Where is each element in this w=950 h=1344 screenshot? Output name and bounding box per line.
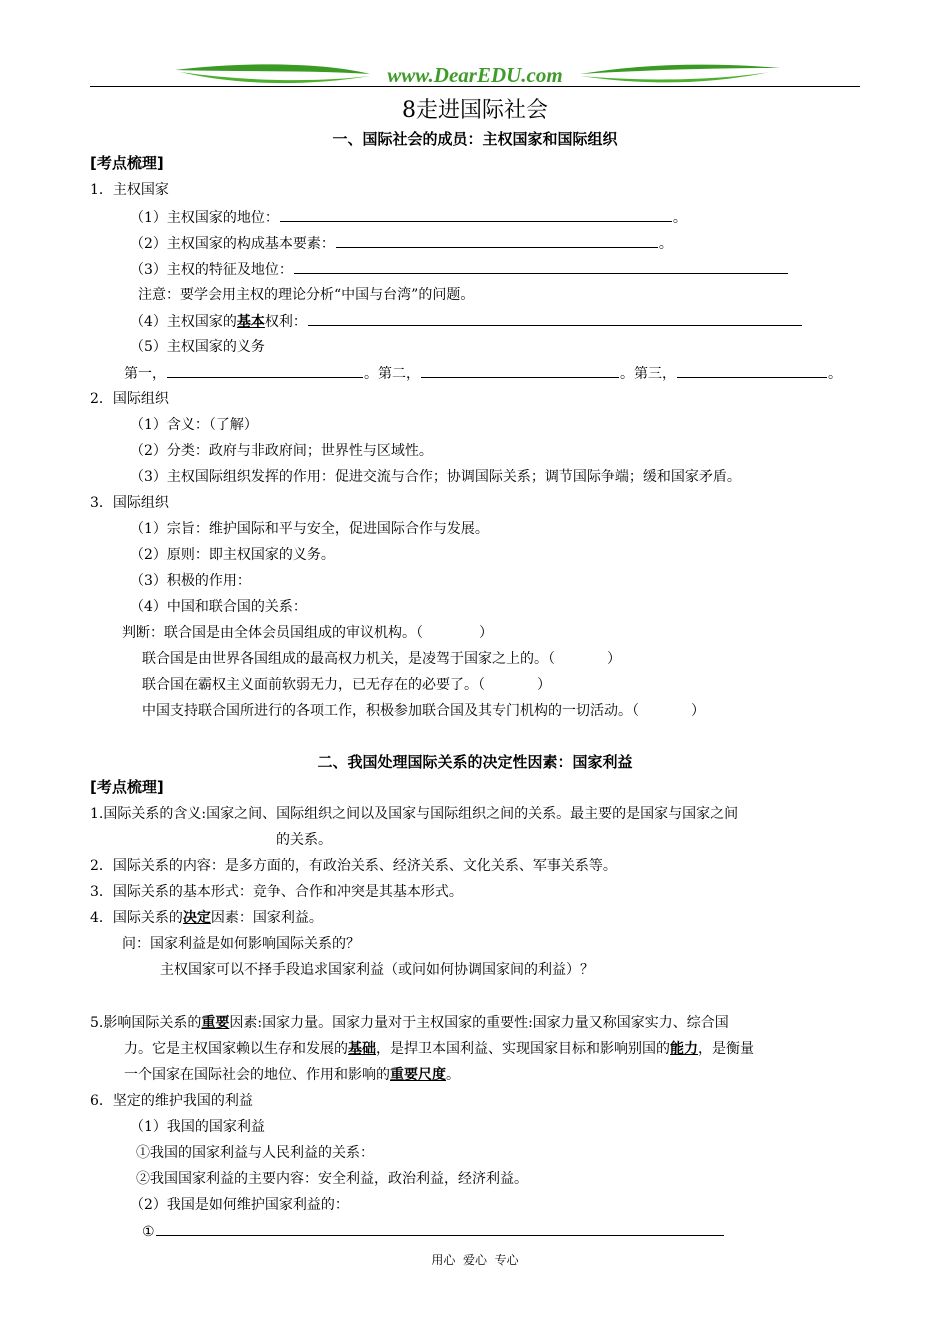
s2-sub-2a	[142, 1222, 725, 1241]
logo-text: www.DearEDU.com	[387, 63, 563, 87]
s1-un-1: （1）宗旨：维护国际和平与安全，促进国际合作与发展。	[130, 521, 489, 537]
fill-blank	[294, 260, 788, 274]
logo-swoosh-right-lower	[580, 72, 770, 82]
s2-point-1: 1.国际关系的含义:国家之间、国际组织之间以及国家与国际组织之间的关系。最主要的是国家与国家之间	[90, 806, 739, 822]
s2-p5-emphasis-4: 重要尺度	[390, 1067, 446, 1083]
s2-point-5-line-1	[90, 1014, 729, 1032]
duty-2-label: 。第二，	[364, 366, 420, 382]
s2-point-4-emphasis: 决定	[182, 910, 211, 926]
s1-item-3	[130, 260, 789, 279]
duty-1-label: 第一，	[124, 366, 166, 382]
s2-point-3: 3．国际关系的基本形式：竞争、合作和冲突是其基本形式。	[90, 884, 463, 900]
s1-org-2: （2）分类：政府与非政府间；世界性与区域性。	[130, 443, 433, 459]
judge-3	[142, 676, 551, 694]
s2-point-1-cont: 的关系。	[276, 832, 332, 848]
s1-item-2-label: （2）主权国家的构成基本要素：	[130, 236, 335, 252]
close-paren: ）	[479, 625, 493, 641]
page-title: 8走进国际社会	[402, 98, 548, 123]
close-paren: ）	[691, 703, 705, 719]
s1-duties	[124, 364, 842, 383]
s2-p5-k: 。	[446, 1067, 460, 1083]
judge-label: 判断：	[122, 625, 164, 641]
fill-blank	[308, 312, 802, 326]
s1-note: 注意：要学会用主权的理论分析“中国与台湾”的问题。	[138, 287, 475, 303]
close-paren: ）	[607, 651, 621, 667]
s2-sub-2: （2）我国是如何维护国家利益的：	[130, 1197, 349, 1213]
s1-un-2: （2）原则：即主权国家的义务。	[130, 547, 335, 563]
duty-3-label: 。第三，	[620, 366, 676, 382]
s2-sub-2a-marker: ①	[142, 1224, 155, 1240]
s2-question-2: 主权国家可以不择手段追求国家利益（或问如何协调国家间的利益）？	[160, 962, 594, 978]
s2-sub-1: （1）我国的国家利益	[130, 1119, 265, 1135]
s1-org-3: （3）主权国际组织发挥的作用：促进交流与合作；协调国际关系；调节国际争端；缓和国家矛盾。	[130, 469, 741, 485]
header-rule	[90, 86, 860, 87]
s1-item-5: （5）主权国家的义务	[130, 339, 265, 355]
s1-item-4-post: 权利：	[264, 314, 307, 330]
judge-2	[142, 650, 621, 668]
s1-item-4	[130, 312, 803, 331]
s2-p5-emphasis-1: 重要	[201, 1015, 230, 1031]
judge-2-text: 联合国是由世界各国组成的最高权力机关，是凌驾于国家之上的。（	[142, 651, 555, 667]
section-1-heading: 一、国际社会的成员：主权国家和国际组织	[332, 130, 618, 148]
s2-point-2: 2．国际关系的内容：是多方面的，有政治关系、经济关系、文化关系、军事关系等。	[90, 858, 617, 874]
s2-p5-emphasis-3: 能力	[670, 1041, 698, 1057]
judge-1	[122, 624, 493, 642]
s2-p5-d: 力。它是主权国家赖以生存和发展的	[124, 1041, 348, 1057]
period: 。	[672, 210, 687, 226]
judge-4	[142, 702, 705, 720]
s1-item-1	[130, 208, 687, 227]
s1-org-1: （1）含义：（了解）	[130, 417, 258, 433]
s2-p5-f: ，是捍卫本国利益、实现国家目标和影响别国的	[376, 1041, 670, 1057]
judge-4-text: 中国支持联合国所进行的各项工作，积极参加联合国及其专门机构的一切活动。（	[142, 703, 639, 719]
s1-point-1: 1．主权国家	[90, 182, 169, 198]
s2-point-4-post: 因素：国家利益。	[210, 910, 323, 926]
s1-point-3: 3．国际组织	[90, 495, 169, 511]
s1-un-4: （4）中国和联合国的关系：	[130, 599, 307, 615]
period: 。	[828, 366, 842, 382]
s2-point-5-line-3	[124, 1066, 460, 1084]
footer-motto: 用心 爱心 专心	[431, 1253, 519, 1267]
fill-blank	[280, 208, 672, 222]
close-paren: ）	[537, 677, 551, 693]
s2-p5-a: 5.影响国际关系的	[90, 1015, 202, 1031]
s2-p5-i: 一个国家在国际社会的地位、作用和影响的	[124, 1067, 390, 1083]
section-1-tag: [考点梳理]	[90, 154, 164, 172]
s1-item-4-pre: （4）主权国家的	[130, 314, 237, 330]
s2-p5-h: ，是衡量	[698, 1041, 754, 1057]
s2-point-4-pre: 4．国际关系的	[90, 910, 183, 926]
section-2-heading: 二、我国处理国际关系的决定性因素：国家利益	[317, 753, 633, 771]
fill-blank	[677, 364, 827, 378]
fill-blank	[167, 364, 363, 378]
s2-p5-emphasis-2: 基础	[348, 1041, 376, 1057]
s1-point-2: 2．国际组织	[90, 391, 169, 407]
dearedu-logo	[90, 60, 860, 88]
logo-swoosh-left-lower	[180, 72, 370, 83]
s1-item-4-emphasis: 基本	[236, 314, 265, 330]
s2-sub-1a: ①我国的国家利益与人民利益的关系：	[136, 1145, 374, 1161]
section-2-tag: [考点梳理]	[90, 778, 164, 796]
s1-item-3-label: （3）主权的特征及地位：	[130, 262, 293, 278]
judge-1-text: 联合国是由全体会员国组成的审议机构。（	[164, 625, 423, 641]
fill-blank	[156, 1222, 724, 1236]
s2-p5-c: 因素:国家力量。国家力量对于主权国家的重要性:国家力量又称国家实力、综合国	[229, 1015, 729, 1031]
s1-item-2	[130, 234, 673, 253]
s2-question-1: 问：国家利益是如何影响国际关系的？	[122, 936, 360, 952]
s1-un-3: （3）积极的作用：	[130, 573, 251, 589]
s2-sub-1b: ②我国国家利益的主要内容：安全利益，政治利益，经济利益。	[136, 1171, 528, 1187]
fill-blank	[421, 364, 619, 378]
s2-point-4	[90, 909, 323, 927]
fill-blank	[336, 234, 658, 248]
period: 。	[658, 236, 673, 252]
s2-point-5-line-2	[124, 1040, 754, 1058]
s2-point-6: 6．坚定的维护我国的利益	[90, 1093, 253, 1109]
logo-swoosh-right	[580, 65, 780, 74]
s1-item-1-label: （1）主权国家的地位：	[130, 210, 279, 226]
logo-swoosh-left	[175, 64, 370, 74]
judge-3-text: 联合国在霸权主义面前软弱无力，已无存在的必要了。（	[142, 677, 485, 693]
